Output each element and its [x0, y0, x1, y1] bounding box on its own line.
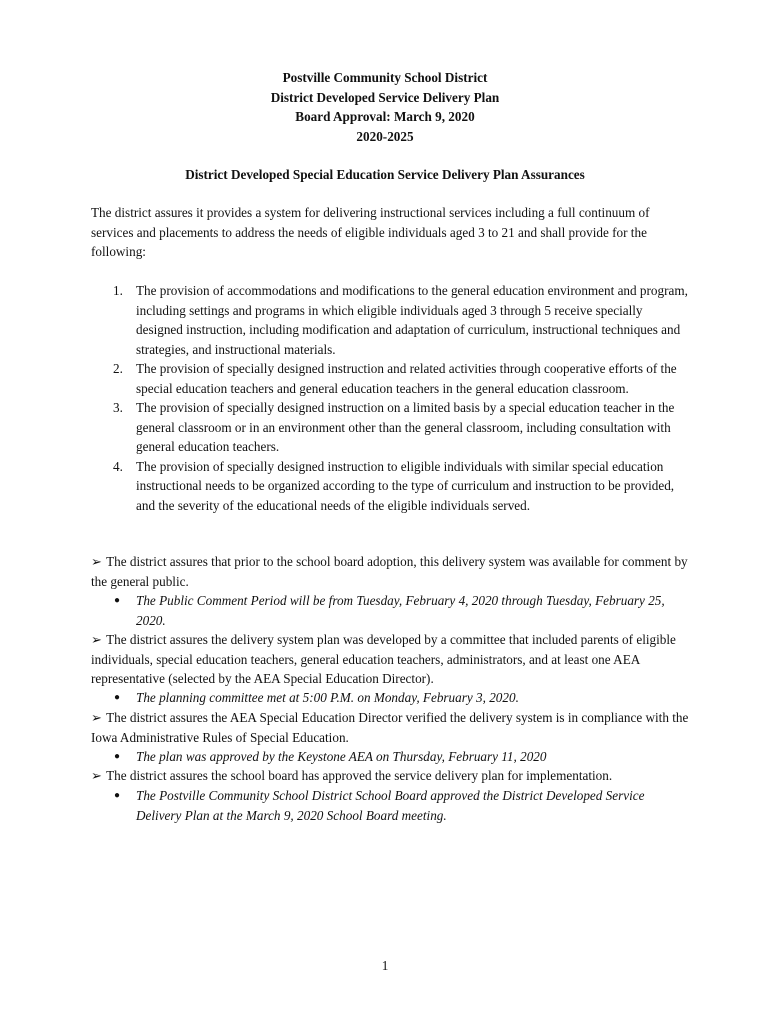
assurance-text: The district assures the delivery system plan was developed by a committee that included parents of eligible individuals, special education teachers, general education teachers, administrators, and at least one AEA representative (selected by the AEA Special Education Director).	[91, 632, 676, 686]
assurance-note-text: The Postville Community School District School Board approved the District Developed Service Delivery Plan at the March 9, 2020 School Board meeting.	[136, 788, 645, 823]
provisions-list	[91, 281, 689, 515]
bullet-dot-icon: ●	[114, 595, 121, 606]
list-number: 3.	[113, 400, 123, 415]
list-item	[91, 398, 689, 457]
list-text: The provision of accommodations and modifications to the general education environment and program, including settings and programs in which eligible individuals aged 3 through 5 receive specially designed instruction, including modification and adaptation of curriculum, instructional techniques and strategies, and instructional materials.	[136, 283, 688, 357]
page-number: 1	[381, 958, 389, 973]
bullet-dot-icon: ●	[114, 751, 121, 762]
list-number: 1.	[113, 283, 123, 298]
assurance-note	[91, 688, 689, 708]
list-item	[91, 281, 689, 359]
assurance-note-text: The planning committee met at 5:00 P.M. on Monday, February 3, 2020.	[136, 690, 519, 705]
arrow-bullet-icon: ➢	[91, 632, 103, 647]
document-header	[0, 68, 770, 146]
assurance-item	[91, 552, 689, 591]
list-text: The provision of specially designed instruction on a limited basis by a special education teacher in the general classroom or in an environment other than the general classroom, including consultation with general education teachers.	[136, 400, 675, 454]
board-approval-date: Board Approval: March 9, 2020	[295, 109, 475, 124]
list-item	[91, 359, 689, 398]
assurance-item	[91, 708, 689, 747]
arrow-bullet-icon: ➢	[91, 554, 103, 569]
intro-paragraph: The district assures it provides a system for delivering instructional services including a full continuum of services and placements to address the needs of eligible individuals aged 3 to 21 and shall provide for the following:	[91, 205, 650, 259]
district-name: Postville Community School District	[282, 70, 488, 85]
assurance-note	[91, 747, 689, 767]
arrow-bullet-icon: ➢	[91, 768, 103, 783]
list-text: The provision of specially designed instruction to eligible individuals with similar special education instructional needs to be organized according to the type of curriculum and instruction to be provided, and the severity of the educational needs of the eligible individuals served.	[136, 458, 675, 513]
assurance-item	[91, 766, 689, 786]
plan-title: District Developed Service Delivery Plan	[270, 89, 500, 105]
bullet-dot-icon: ●	[114, 692, 121, 703]
list-number: 2.	[113, 361, 123, 376]
assurance-note	[91, 591, 689, 630]
assurance-note	[91, 786, 689, 825]
list-item	[91, 457, 689, 516]
assurance-text: The district assures the AEA Special Education Director verified the delivery system is in compliance with the Iowa Administrative Rules of Special Education.	[91, 710, 689, 745]
section-title: District Developed Special Education Service Delivery Plan Assurances	[185, 167, 585, 182]
arrow-bullet-icon: ➢	[91, 710, 103, 725]
list-number: 4.	[113, 458, 123, 474]
assurance-item	[91, 630, 689, 689]
assurance-note-text: The Public Comment Period will be from Tuesday, February 4, 2020 through Tuesday, February 25, 2020.	[136, 593, 665, 628]
assurance-note-text: The plan was approved by the Keystone AEA on Thursday, February 11, 2020	[136, 749, 547, 764]
bullet-dot-icon: ●	[114, 790, 121, 801]
assurance-text: The district assures that prior to the school board adoption, this delivery system was available for comment by the general public.	[91, 554, 688, 589]
plan-years: 2020-2025	[356, 128, 414, 144]
assurance-text: The district assures the school board has approved the service delivery plan for implementation.	[106, 768, 613, 783]
list-text: The provision of specially designed instruction and related activities through cooperative efforts of the special education teachers and general education teachers in the general education classroom.	[136, 361, 677, 396]
